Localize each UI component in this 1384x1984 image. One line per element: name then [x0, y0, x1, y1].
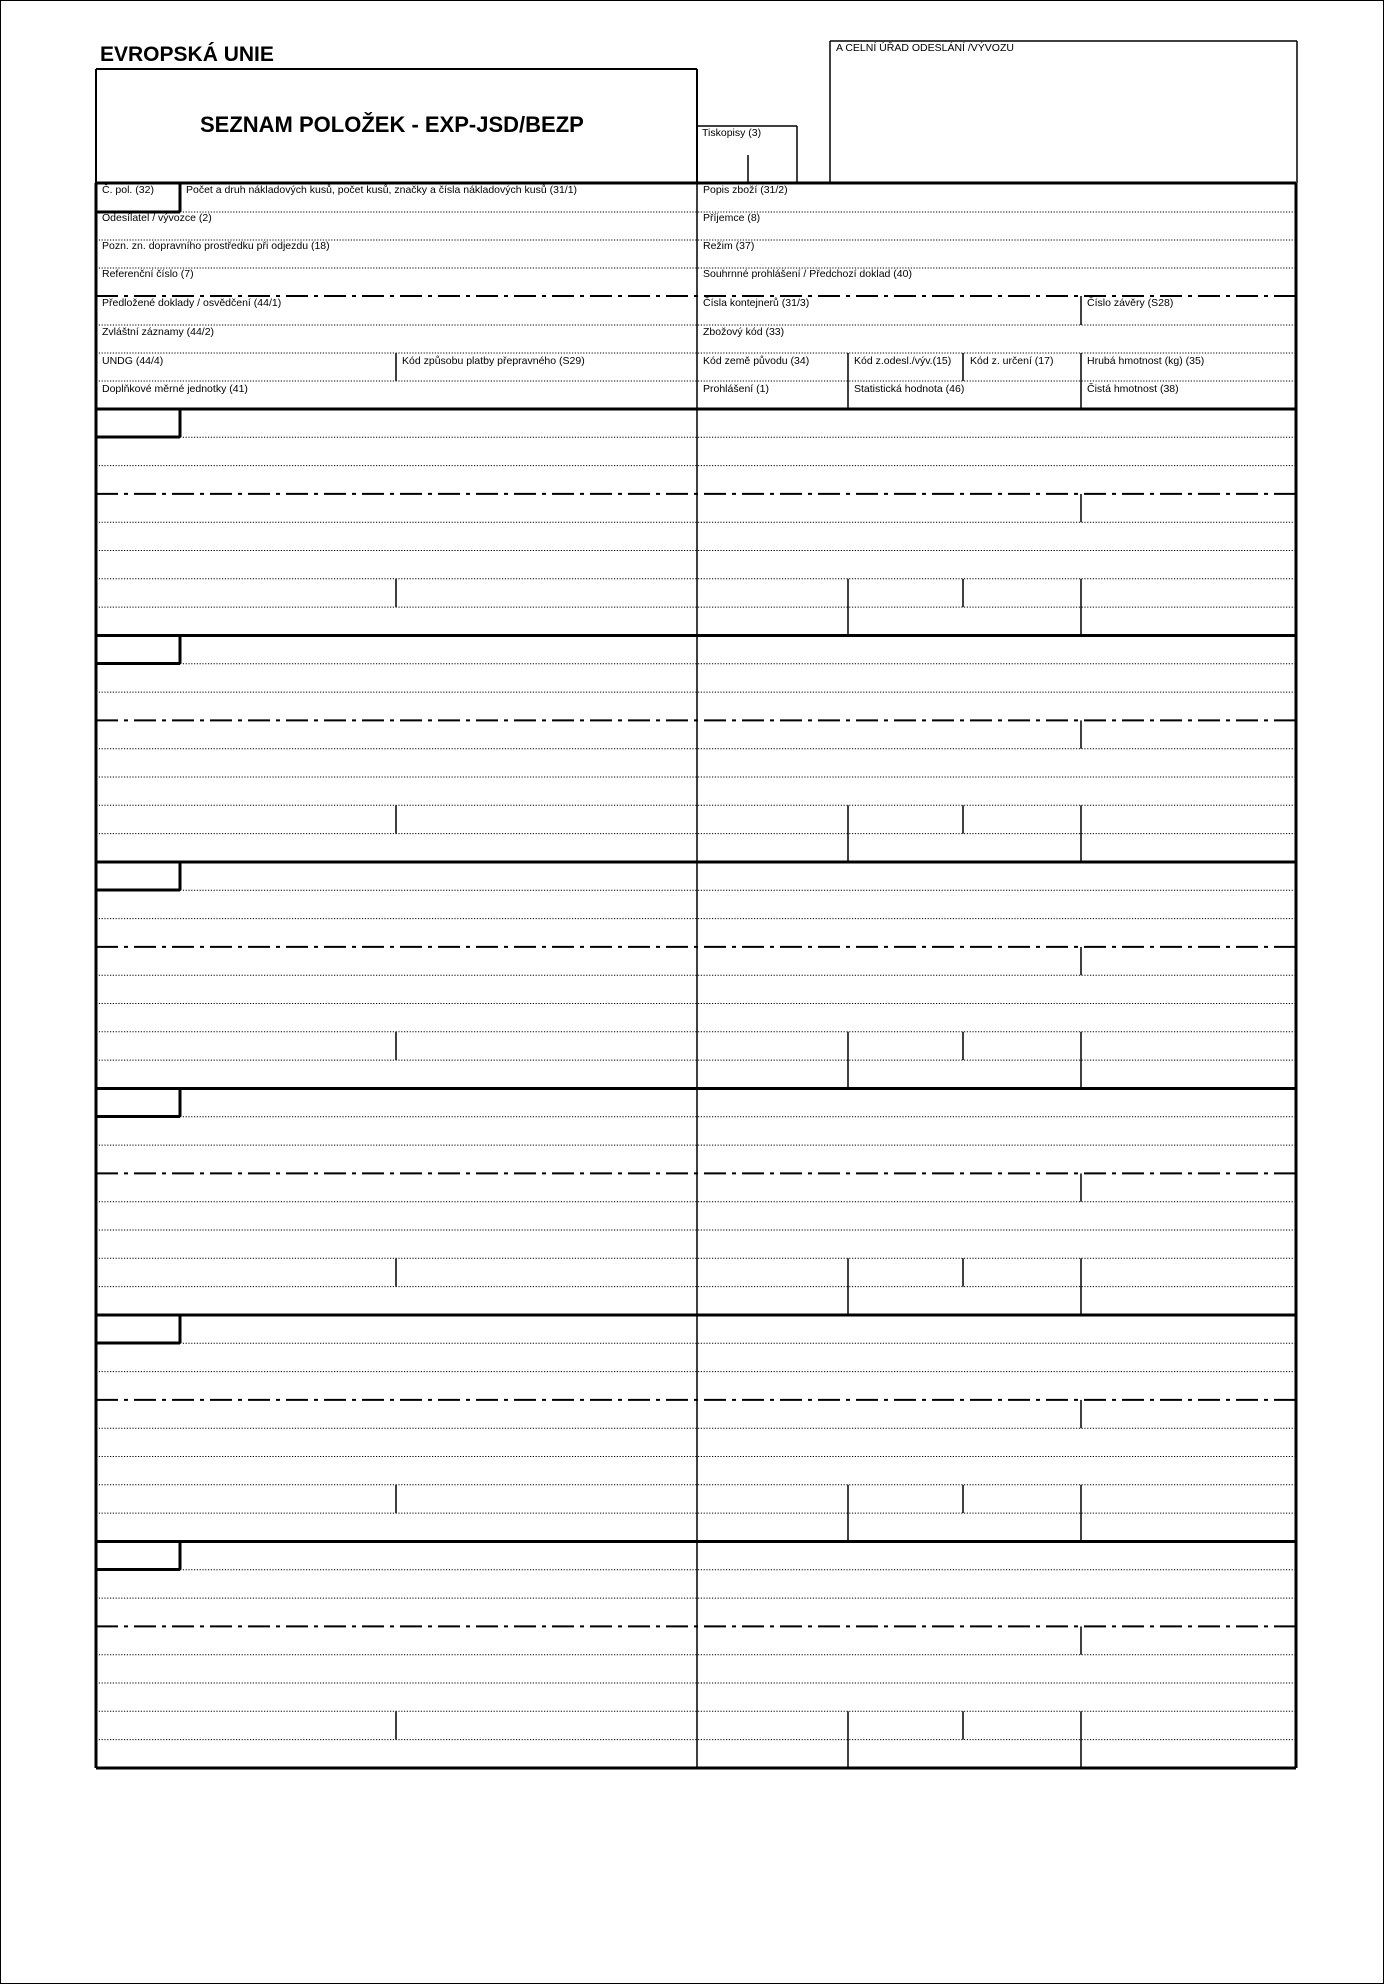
forms-count-label: Tiskopisy (3)	[702, 127, 762, 139]
statistical-value-label: Statistická hodnota (46)	[854, 383, 965, 395]
origin-country-label: Kód země původu (34)	[703, 355, 810, 367]
goods-description-label: Popis zboží (31/2)	[703, 184, 788, 196]
documents-label: Předložené doklady / osvědčení (44/1)	[102, 297, 282, 309]
customs-office-label: A CELNÍ ÚŘAD ODESLÁNÍ /VÝVOZU	[836, 42, 1014, 54]
dispatch-country-label: Kód z.odesl./výv.(15)	[854, 355, 952, 367]
special-notes-label: Zvláštní záznamy (44/2)	[102, 326, 215, 338]
transport-id-label: Pozn. zn. dopravního prostředku při odjezdu (18)	[102, 240, 330, 252]
supplementary-units-label: Doplňkové měrné jednotky (41)	[102, 383, 248, 395]
item-number-label: Č. pol. (32)	[102, 184, 154, 196]
payment-method-label: Kód způsobu platby přepravného (S29)	[402, 355, 585, 367]
declaration-label: Prohlášení (1)	[703, 383, 769, 395]
eu-title: EVROPSKÁ UNIE	[100, 43, 274, 66]
reference-number-label: Referenční číslo (7)	[102, 268, 194, 280]
destination-country-label: Kód z. určení (17)	[970, 355, 1054, 367]
undg-label: UNDG (44/4)	[102, 355, 164, 367]
form-title: SEZNAM POLOŽEK - EXP-JSD/BEZP	[200, 112, 584, 137]
packages-label: Počet a druh nákladových kusů, počet kusů, značky a čísla nákladových kusů (31/1)	[186, 184, 578, 196]
commodity-code-label: Zbožový kód (33)	[703, 326, 785, 338]
exporter-label: Odesílatel / vývozce (2)	[102, 212, 212, 224]
containers-label: Čísla kontejnerů (31/3)	[703, 297, 810, 309]
summary-declaration-label: Souhrnné prohlášení / Předchozí doklad (40)	[703, 268, 912, 280]
seal-number-label: Číslo závěry (S28)	[1087, 297, 1174, 309]
net-mass-label: Čistá hmotnost (38)	[1087, 383, 1179, 395]
consignee-label: Příjemce (8)	[703, 212, 761, 224]
procedure-label: Režim (37)	[703, 240, 755, 252]
gross-mass-label: Hrubá hmotnost (kg) (35)	[1087, 355, 1205, 367]
